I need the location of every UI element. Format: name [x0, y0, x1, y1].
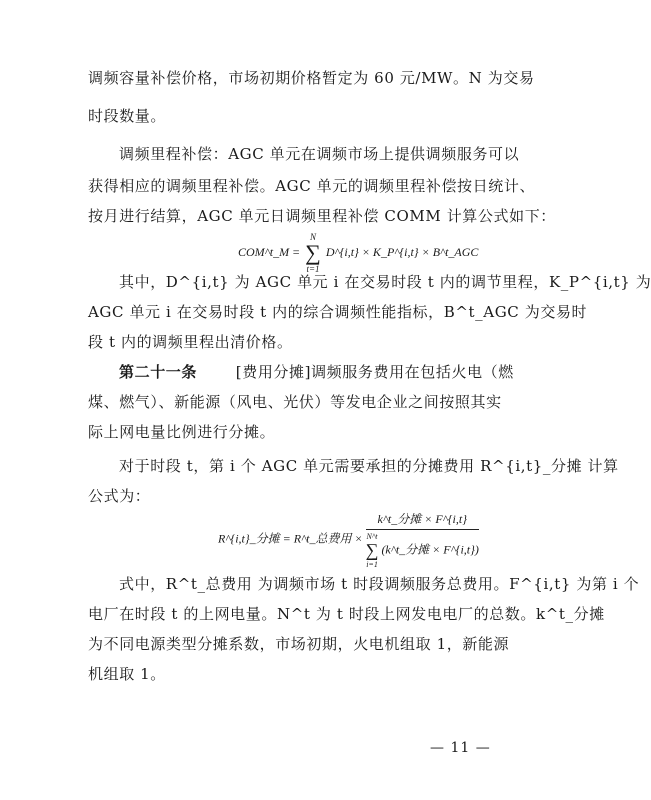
formula-rhs: D^{i,t} × K_P^{i,t} × B^t_AGC — [325, 244, 479, 259]
text-line: 调频容量补偿价格，市场初期价格暂定为 60 元/MW。N 为交易 — [88, 69, 535, 87]
formula-lhs: R^{i,t}_分摊 = R^t_总费用 × — [218, 531, 363, 546]
article-text: [费用分摊]调频服务费用在包括火电（燃 — [235, 363, 514, 381]
sum-upper-limit: N^t — [366, 532, 378, 541]
fraction-denominator — [366, 530, 479, 569]
text-line: 公式为： — [88, 487, 151, 505]
sum-upper-limit: N — [309, 232, 316, 242]
text-line: 电厂在时段 t 的上网电量。N^t 为 t 时段上网发电电厂的总数。k^t_分摊 — [88, 605, 605, 623]
text-line: AGC 单元 i 在交易时段 t 内的综合调频性能指标，B^t_AGC 为交易时 — [88, 303, 588, 321]
text-line: 式中，R^t_总费用 为调频市场 t 时段调频服务总费用。F^{i,t} 为第 i 个 — [119, 575, 640, 593]
summation-icon: ∑ — [305, 240, 321, 265]
formula-com-mileage — [238, 232, 478, 274]
formula-lhs: COM^t_M = — [238, 244, 301, 259]
text-line: 其中，D^{i,t} 为 AGC 单元 i 在交易时段 t 内的调节里程，K_P^{i,t} 为 — [119, 273, 651, 291]
text-line: 获得相应的调频里程补偿。AGC 单元的调频里程补偿按日统计、 — [88, 177, 536, 195]
text-line: 机组取 1。 — [88, 665, 166, 683]
sum-lower-limit: i=1 — [366, 560, 378, 569]
article-line — [119, 362, 514, 382]
fraction-numerator: k^t_分摊 × F^{i,t} — [366, 510, 479, 530]
denominator-expression: (k^t_分摊 × F^{i,t}) — [381, 542, 479, 557]
fraction — [366, 510, 479, 569]
text-line: 段 t 内的调频里程出清价格。 — [88, 333, 293, 351]
page-number: — 11 — — [430, 740, 491, 756]
text-line: 调频里程补偿：AGC 单元在调频市场上提供调频服务可以 — [119, 145, 520, 163]
text-line: 对于时段 t，第 i 个 AGC 单元需要承担的分摊费用 R^{i,t}_分摊 计算 — [119, 457, 619, 475]
text-line: 时段数量。 — [88, 107, 167, 125]
sum-lower-limit: t=1 — [306, 264, 320, 274]
article-number: 第二十一条 — [119, 363, 198, 381]
text-line: 际上网电量比例进行分摊。 — [88, 423, 276, 441]
text-line: 按月进行结算，AGC 单元日调频里程补偿 COMM 计算公式如下： — [88, 207, 556, 225]
text-line: 煤、燃气）、新能源（风电、光伏）等发电企业之间按照其实 — [88, 393, 502, 411]
formula-cost-allocation — [218, 510, 479, 569]
summation-icon: ∑ — [365, 540, 379, 560]
text-line: 为不同电源类型分摊系数，市场初期，火电机组取 1，新能源 — [88, 635, 510, 653]
